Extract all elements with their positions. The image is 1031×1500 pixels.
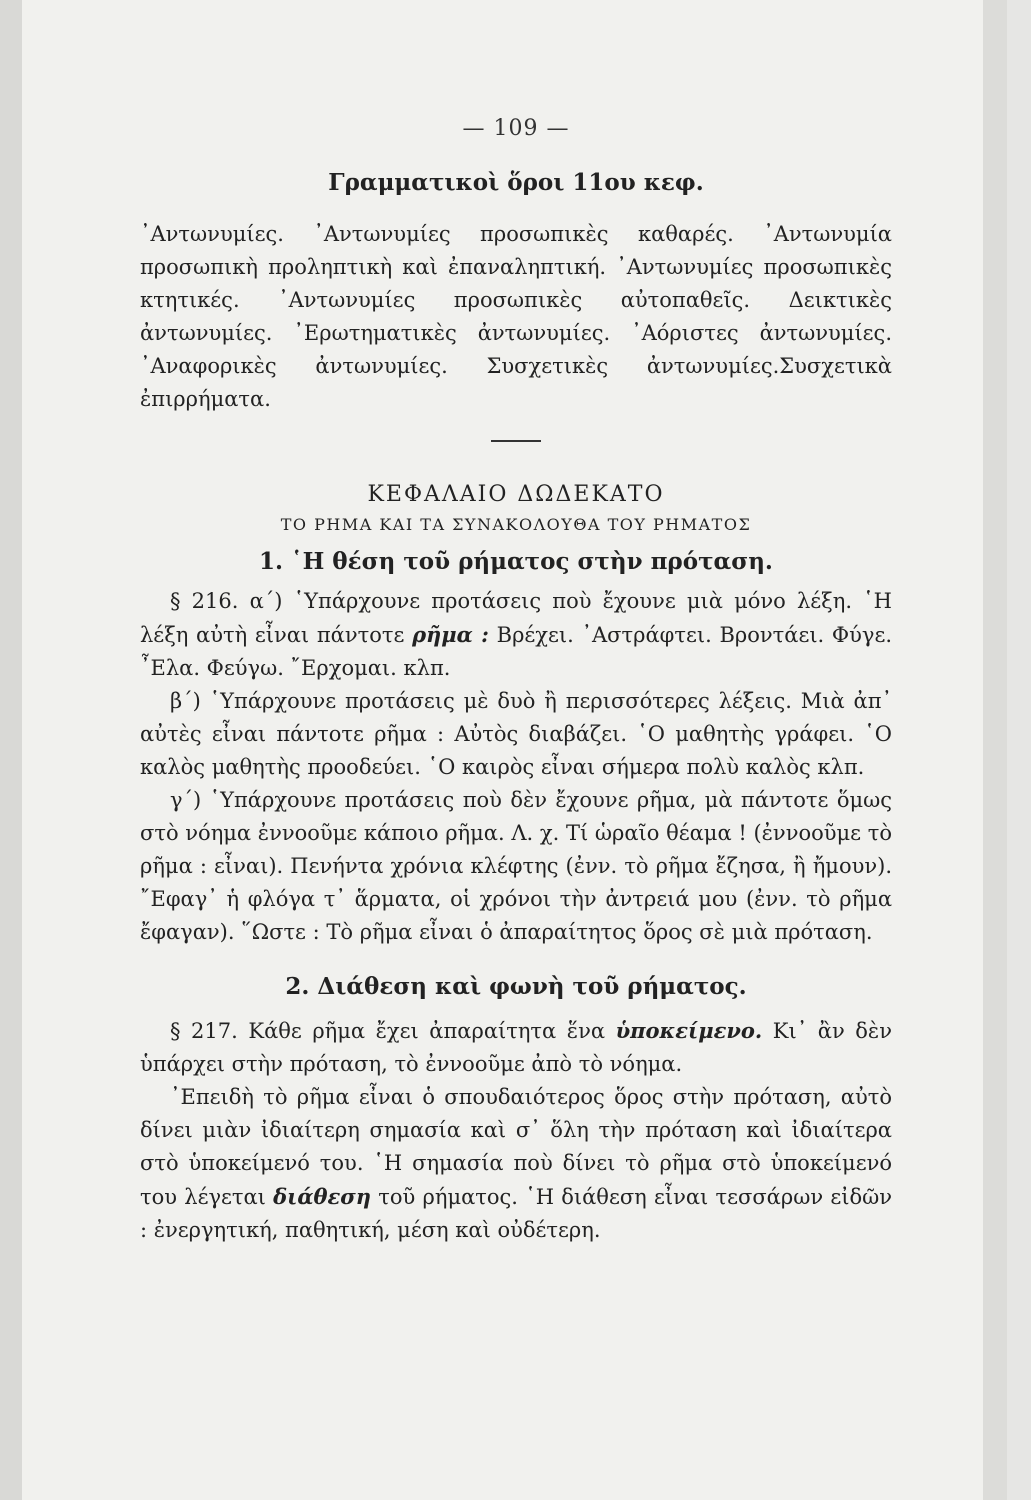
term-ypokeimeno: ὑποκείμενο. — [615, 1018, 763, 1043]
paragraph-217-a-end: Κι᾿ ἂν δὲν ὑπάρχει στὴν πρόταση, τὸ ἐννοοῦμε ἀπὸ τὸ νόημα. — [140, 1019, 892, 1076]
book-page — [22, 0, 1007, 1500]
book-gutter — [0, 0, 22, 1500]
glossary-title: Γραμματικοὶ ὅροι 11ου κεφ. — [328, 169, 704, 196]
paragraph-216-c: γ΄) ῾Υπάρχουνε προτάσεις ποὺ δὲν ἔχουνε ρῆμα, μὰ πάντοτε ὅμως στὸ νόημα ἐννοοῦμε κάποιο ρῆμα. Λ. χ. Τί ὡραῖο θέαμα ! (ἐννοοῦμε τὸ ρῆμα : εἶναι). Πενήντα χρόνια κλέφτης (ἐνν. τὸ ρῆμα ἔζησα, ἢ ἤμουν). ῎Εφαγ᾿ ἡ φλόγα τ᾿ ἅρματα, οἱ χρόνοι τὴν ἀντρειά μου (ἐνν. τὸ ρῆμα ἔφαγαν). ῞Ωστε : Τὸ ρῆμα εἶναι ὁ ἀπαραίτητος ὅρος σὲ μιὰ πρόταση. — [140, 788, 892, 944]
term-rima: ρῆμα : — [412, 622, 489, 647]
paragraph-217-b-start: ᾿Επειδὴ τὸ ρῆμα εἶναι ὁ σπουδαιότερος ὅρος στὴν πρόταση, αὐτὸ δίνει μιὰν ἰδιαίτερη σημασία καὶ σ᾿ ὅλη τὴν πρόταση καὶ ἰδιαίτερα στὸ ὑποκείμενό του. ῾Η σημασία ποὺ δίνει τὸ ρῆμα στὸ ὑποκείμενό του λέγεται — [140, 1085, 892, 1209]
paragraph-216-a-start: § 216. α΄) ῾Υπάρχουνε προτάσεις ποὺ ἔχουνε μιὰ μόνο λέξη. ῾Η λέξη αὐτὴ εἶναι πάντοτε — [140, 589, 892, 647]
paragraph-216-a-end: Βρέχει. ᾿Αστράφτει. Βροντάει. Φύγε. ῏Ελα. Φεύγω. ῎Ερχομαι. κλπ. — [140, 623, 893, 680]
paragraph-217-b-end: τοῦ ρήματος. ῾Η διάθεση εἶναι τεσσάρων εἰδῶν : ἐνεργητική, παθητική, μέση καὶ οὐδέτερη. — [140, 1185, 892, 1242]
glossary-text: ᾿Αντωνυμίες. ᾿Αντωνυμίες προσωπικὲς καθαρές. ᾿Αντωνυμία προσωπικὴ προληπτικὴ καὶ ἐπαναληπτική. ᾿Αντωνυμίες προσωπικὲς κτητικές. ᾿Αντωνυμίες προσωπικὲς αὐτοπαθεῖς. Δεικτικὲς ἀντωνυμίες. ᾿Ερωτηματικὲς ἀντωνυμίες. ᾿Αόριστες ἀντωνυμίες. ᾿Αναφορικὲς ἀντωνυμίες. Συσχετικὲς ἀντωνυμίες.Συσχετικὰ ἐπιρρήματα. — [140, 222, 892, 411]
paragraph-217-a-start: § 217. Κάθε ρῆμα ἔχει ἀπαραίτητα ἕνα — [170, 1019, 606, 1043]
chapter-subtitle: ΤΟ ΡΗΜΑ ΚΑΙ ΤΑ ΣΥΝΑΚΟΛΟΥΘΑ ΤΟΥ ΡΗΜΑΤΟΣ — [280, 515, 752, 534]
section-1-title: 1. ῾Η θέση τοῦ ρήματος στὴν πρόταση. — [259, 548, 773, 575]
section-2-title: 2. Διάθεση καὶ φωνὴ τοῦ ρήματος. — [285, 973, 747, 1000]
paragraph-216-a — [140, 585, 892, 685]
paragraph-217-b — [140, 1081, 892, 1247]
term-diathesi: διάθεση — [273, 1184, 372, 1209]
paragraph-217-a — [140, 1014, 892, 1081]
chapter-title: ΚΕΦΑΛΑΙΟ ΔΩΔΕΚΑΤΟ — [367, 482, 665, 507]
page-number: — 109 — — [462, 116, 570, 141]
page-content — [140, 116, 892, 1247]
divider-rule — [491, 440, 541, 442]
paragraph-216-b: β΄) ῾Υπάρχουνε προτάσεις μὲ δυὸ ἢ περισσότερες λέξεις. Μιὰ ἀπ᾿ αὐτὲς εἶναι πάντοτε ρῆμα : Αὐτὸς διαβάζει. ῾Ο μαθητὴς γράφει. ῾Ο καλὸς μαθητὴς προοδεύει. ῾Ο καιρὸς εἶναι σήμερα πολὺ καλὸς κλπ. — [140, 689, 892, 779]
page-edge — [983, 0, 1007, 1500]
